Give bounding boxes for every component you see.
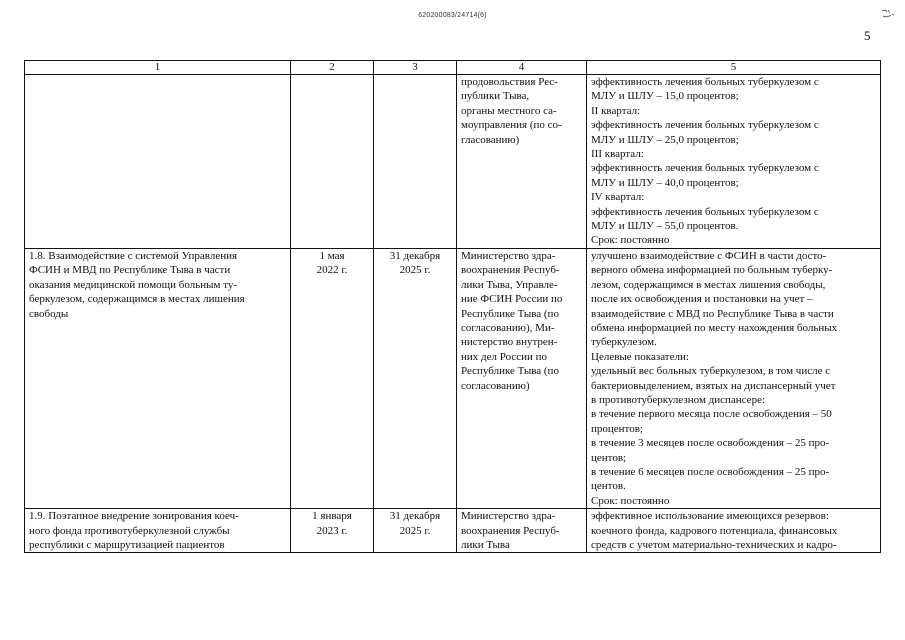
cell-line: после их освобождения и постановки на учет – (591, 293, 813, 306)
cell-line: органы местного са- (461, 104, 557, 117)
cell-line: оказания медицинской помощи больным ту- (29, 278, 238, 291)
cell-line: эффективность лечения больных туберкулезом с (591, 162, 819, 175)
page-number: 5 (864, 28, 871, 43)
responsible-cell (457, 75, 587, 249)
cell-line: 2025 г. (399, 264, 431, 277)
column-number-5: 5 (587, 61, 881, 75)
cell-line: нистерство внутрен- (461, 336, 558, 349)
cell-line: взаимодействие с МВД по Республике Тыва в части (591, 307, 834, 320)
cell-line: бактериовыделением, взятых на диспансерный учет (591, 379, 836, 392)
document-id: 620200083/24714(6) (418, 12, 487, 19)
cell-line: улучшено взаимодействие с ФСИН в части досто- (591, 249, 827, 262)
table-row (25, 75, 881, 249)
cell-line: лики Тыва, Управле- (461, 278, 558, 291)
measure-cell (25, 75, 291, 249)
cell-line: воохранения Респуб- (461, 524, 560, 537)
cell-line: III квартал: (591, 148, 644, 161)
start-date-cell (291, 75, 374, 249)
cell-line: в противотуберкулезном диспансере: (591, 393, 766, 406)
cell-line: Срок: постоянно (591, 494, 670, 507)
cell-line: 1.8. Взаимодействие с системой Управления (29, 249, 238, 262)
cell-line: 2022 г. (316, 264, 348, 277)
cell-line: обмена информацией по месту нахождения больных (591, 321, 838, 334)
column-number-row (25, 61, 881, 75)
start-date-cell (291, 248, 374, 508)
cell-line: средств с учетом материально-технических и кадро- (591, 539, 837, 551)
result-cell (587, 509, 881, 553)
table-row (25, 509, 881, 553)
cell-line: удельный вес больных туберкулезом, в том числе с (591, 365, 831, 378)
cell-line: центов. (591, 480, 626, 493)
result-cell (587, 248, 881, 508)
responsible-cell (457, 509, 587, 553)
cell-line: Целевые показатели: (591, 350, 689, 363)
cell-line: 1.9. Поэтапное внедрение зонирования коеч- (29, 510, 239, 523)
cell-line: процентов; (591, 422, 643, 435)
cell-line: эффективность лечения больных туберкулезом с (591, 76, 819, 88)
end-date-cell (374, 75, 457, 249)
cell-line: публики Тыва, (461, 90, 530, 103)
cell-line: туберкулезом. (591, 336, 657, 349)
cell-line: ного фонда противотуберкулезной службы (29, 524, 230, 537)
cell-line: Республике Тыва (по (461, 307, 559, 320)
cell-line: Министерство здра- (461, 510, 556, 523)
cell-line: воохранения Респуб- (461, 264, 560, 277)
cell-line: беркулезом, содержащимся в местах лишения (29, 293, 245, 306)
cell-line: них дел России по (461, 350, 548, 363)
cell-line: Срок: постоянно (591, 234, 670, 247)
cell-line: продовольствия Рес- (461, 76, 558, 88)
column-number-4: 4 (457, 61, 587, 75)
result-cell (587, 75, 881, 249)
cell-line: гласованию) (461, 133, 520, 146)
cell-line: 2025 г. (399, 524, 431, 537)
end-date-cell (374, 248, 457, 508)
scan-mark-icon (880, 8, 896, 20)
measure-cell (25, 248, 291, 508)
end-date-cell (374, 509, 457, 553)
cell-line: эффективность лечения больных туберкулезом с (591, 205, 819, 218)
cell-line: 31 декабря (389, 249, 441, 262)
column-number-3: 3 (374, 61, 457, 75)
cell-line: II квартал: (591, 104, 641, 117)
cell-line: лезом, содержащимся в местах лишения свободы, (591, 278, 826, 291)
cell-line: 1 января (312, 510, 352, 523)
cell-line: моуправления (по со- (461, 119, 562, 132)
cell-line: ние ФСИН России по (461, 293, 563, 306)
cell-line: Республике Тыва (по (461, 365, 559, 378)
cell-line: свободы (29, 307, 69, 320)
responsible-cell (457, 248, 587, 508)
cell-line: Министерство здра- (461, 249, 556, 262)
cell-line: IV квартал: (591, 191, 645, 204)
cell-line: 1 мая (319, 249, 345, 262)
cell-line: МЛУ и ШЛУ – 25,0 процентов; (591, 133, 739, 146)
cell-line: согласованию), Ми- (461, 321, 555, 334)
cell-line: согласованию) (461, 379, 530, 392)
cell-line: коечного фонда, кадрового потенциала, финансовых (591, 524, 838, 537)
column-number-1: 1 (25, 61, 291, 75)
cell-line: МЛУ и ШЛУ – 40,0 процентов; (591, 176, 739, 189)
cell-line: лики Тыва (461, 539, 510, 551)
cell-line: МЛУ и ШЛУ – 55,0 процентов. (591, 220, 739, 233)
cell-line: МЛУ и ШЛУ – 15,0 процентов; (591, 90, 739, 103)
column-number-2: 2 (291, 61, 374, 75)
cell-line: в течение первого месяца после освобождения – 50 (591, 408, 832, 421)
cell-line: ФСИН и МВД по Республике Тыва в части (29, 264, 231, 277)
plan-table (24, 60, 881, 553)
table-row (25, 248, 881, 508)
cell-line: эффективное использование имеющихся резервов: (591, 510, 829, 523)
start-date-cell (291, 509, 374, 553)
measure-cell (25, 509, 291, 553)
cell-line: 31 декабря (389, 510, 441, 523)
cell-line: в течение 6 месяцев после освобождения – 25 про- (591, 465, 830, 478)
cell-line: в течение 3 месяцев после освобождения – 25 про- (591, 437, 830, 450)
cell-line: верного обмена информацией по больным туберку- (591, 264, 833, 277)
cell-line: центов; (591, 451, 627, 464)
cell-line: эффективность лечения больных туберкулезом с (591, 119, 819, 132)
cell-line: республики с маршрутизацией пациентов (29, 539, 225, 551)
cell-line: 2023 г. (316, 524, 348, 537)
